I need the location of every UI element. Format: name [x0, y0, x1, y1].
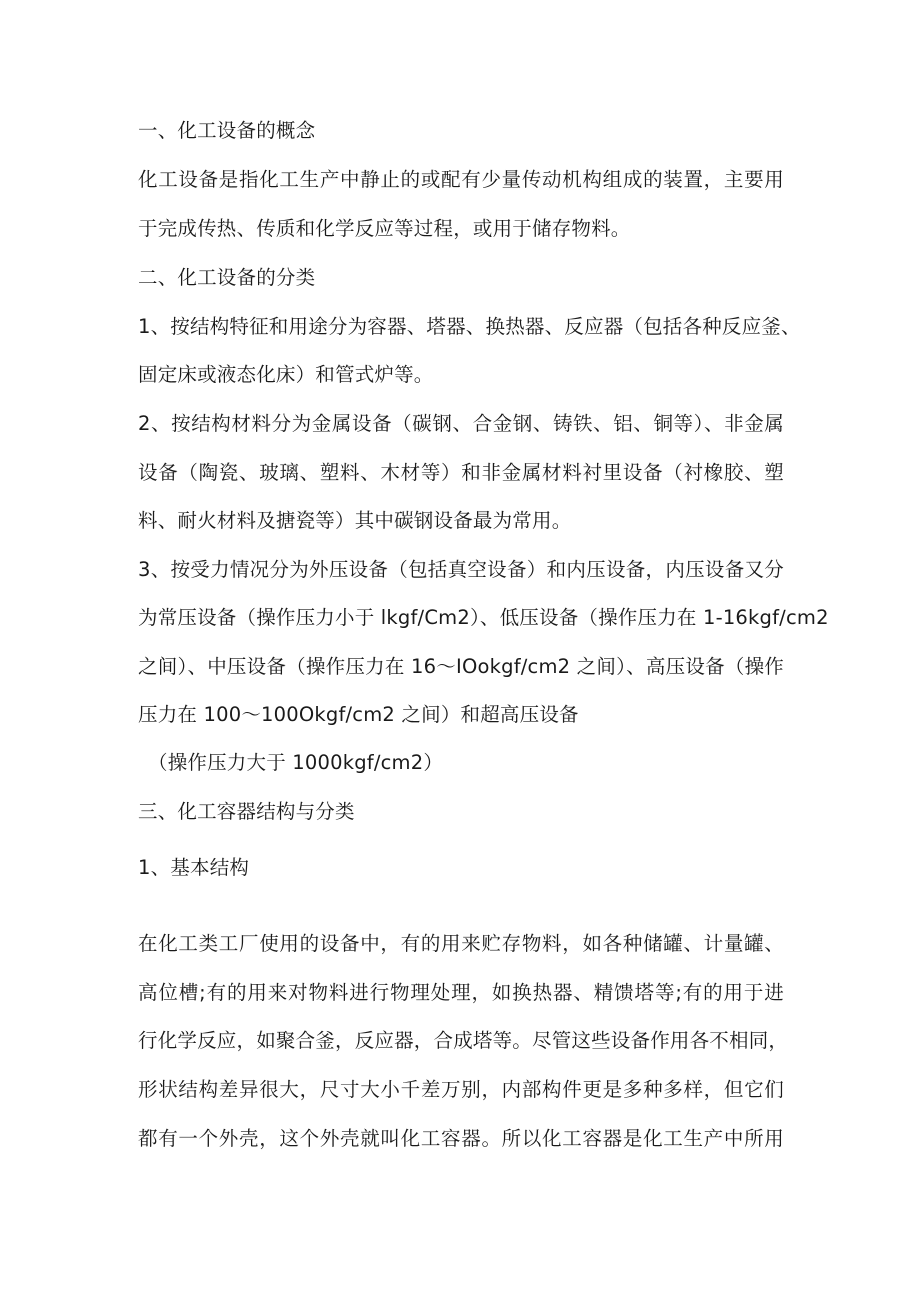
section-3-paragraph-line-3: 行化学反应，如聚合釜，反应器，合成塔等。尽管这些设备作用各不相同，: [138, 1029, 789, 1052]
section-3-paragraph-line-4: 形状结构差异很大，尺寸大小千差万别，内部构件更是多种多样，但它们: [138, 1078, 784, 1101]
section-2-item-2-line-1: 2、按结构材料分为金属设备（碳钢、合金钢、铸铁、铝、铜等）、非金属: [138, 412, 784, 435]
section-2-heading: 二、化工设备的分类: [138, 266, 316, 289]
section-3-paragraph-line-2: 高位槽;有的用来对物料进行物理处理，如换热器、精馈塔等;有的用于进: [138, 981, 784, 1004]
section-3-paragraph-line-1: 在化工类工厂使用的设备中，有的用来贮存物料，如各种储罐、计量罐、: [138, 932, 784, 955]
section-2-item-3-line-4: 压力在 100～100Okgf/cm2 之间）和超高压设备: [138, 703, 579, 726]
section-3-paragraph-line-5: 都有一个外壳，这个外壳就叫化工容器。所以化工容器是化工生产中所用: [138, 1127, 784, 1150]
section-2-item-3-line-3: 之间）、中压设备（操作压力在 16～IOokgf∕cm2 之间）、高压设备（操作: [138, 655, 784, 678]
section-1-paragraph-line-1: 化工设备是指化工生产中静止的或配有少量传动机构组成的装置，主要用: [138, 168, 784, 191]
section-2-item-2-line-3: 料、耐火材料及搪瓷等）其中碳钢设备最为常用。: [138, 509, 572, 532]
section-2-item-3-line-1: 3、按受力情况分为外压设备（包括真空设备）和内压设备，内压设备又分: [138, 558, 784, 581]
section-2-item-3-line-5: （操作压力大于 1000kgf∕cm2）: [148, 751, 444, 774]
section-1-heading: 一、化工设备的概念: [138, 119, 316, 142]
section-2-item-3-line-2: 为常压设备（操作压力小于 lkgf∕Cm2）、低压设备（操作压力在 1-16kgf∕cm2: [138, 606, 829, 629]
section-1-paragraph-line-2: 于完成传热、传质和化学反应等过程，或用于储存物料。: [138, 217, 631, 240]
section-3-subheading-basic-structure: 1、基本结构: [138, 856, 250, 879]
section-2-item-1-line-1: 1、按结构特征和用途分为容器、塔器、换热器、反应器（包括各种反应釜、: [138, 315, 801, 338]
section-3-heading: 三、化工容器结构与分类: [138, 800, 355, 823]
section-2-item-1-line-2: 固定床或液态化床）和管式炉等。: [138, 363, 434, 386]
section-2-item-2-line-2: 设备（陶瓷、玻璃、塑料、木材等）和非金属材料衬里设备（衬橡胶、塑: [138, 461, 784, 484]
